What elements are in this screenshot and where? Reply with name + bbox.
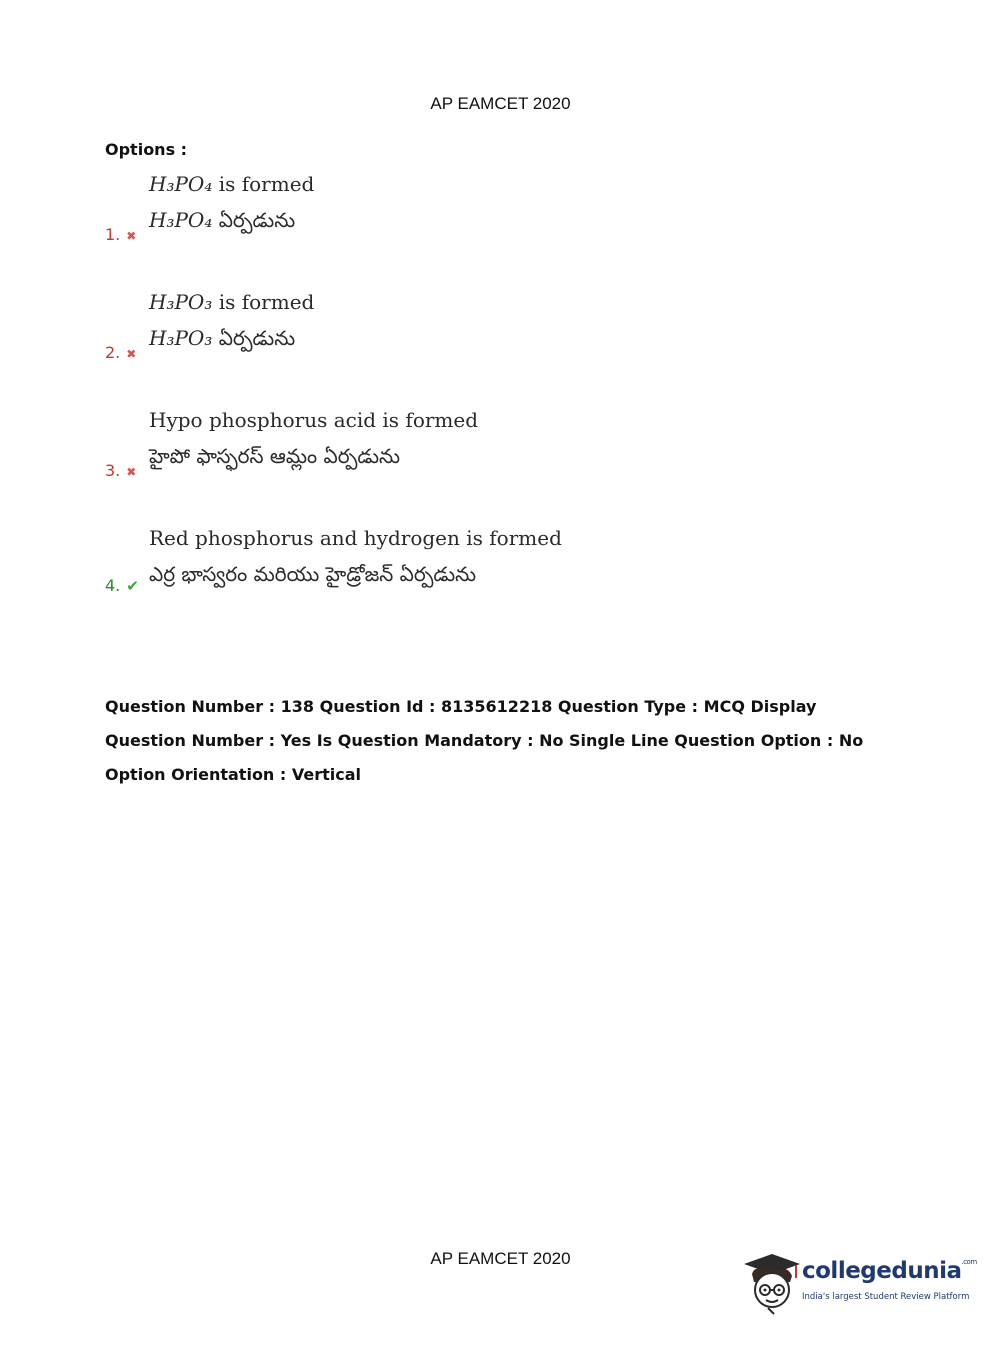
option-1-formula-en: H₃PO₄ bbox=[149, 172, 213, 196]
logo-suffix: .com bbox=[961, 1258, 977, 1266]
option-1-text-en: is formed bbox=[212, 172, 315, 196]
option-1-number-label: 1. bbox=[105, 225, 121, 244]
option-1-formula-te: H₃PO₄ bbox=[149, 208, 213, 232]
option-2 bbox=[105, 290, 805, 390]
page-header: AP EAMCET 2020 bbox=[430, 94, 571, 113]
option-3-number bbox=[105, 461, 136, 480]
option-4-text-te: ఎర్ర భాస్వరం మరియు హైడ్రోజన్ ఏర్పడును bbox=[149, 562, 477, 586]
option-1 bbox=[105, 172, 805, 272]
option-2-formula-te: H₃PO₃ bbox=[149, 326, 213, 350]
option-2-number bbox=[105, 343, 136, 362]
option-4-text-en: Red phosphorus and hydrogen is formed bbox=[149, 526, 562, 550]
logo-wordmark bbox=[802, 1258, 977, 1284]
cross-icon: ✖ bbox=[126, 229, 137, 243]
option-4-number bbox=[105, 576, 139, 595]
options-label: Options : bbox=[105, 140, 188, 159]
logo-name: collegedunia bbox=[802, 1258, 962, 1284]
option-3-number-label: 3. bbox=[105, 461, 121, 480]
option-1-text-te: ఏర్పడును bbox=[212, 208, 296, 232]
option-3-text-te: హైపో ఫాస్ఫరస్ ఆమ్లం ఏర్పడును bbox=[149, 444, 401, 468]
option-3 bbox=[105, 408, 805, 508]
cross-icon: ✖ bbox=[126, 347, 137, 361]
question-metadata: Question Number : 138 Question Id : 8135612218 Question Type : MCQ Display Question Number : Yes Is Question Mandatory : No Single Line Question Option : No Option Orientation : Vertical bbox=[105, 697, 864, 784]
option-1-number bbox=[105, 225, 136, 244]
logo-tagline: India's largest Student Review Platform bbox=[802, 1292, 970, 1302]
option-3-text-en: Hypo phosphorus acid is formed bbox=[149, 408, 479, 432]
option-2-number-label: 2. bbox=[105, 343, 121, 362]
option-4-number-label: 4. bbox=[105, 576, 121, 595]
option-4 bbox=[105, 526, 805, 626]
collegedunia-logo bbox=[742, 1252, 977, 1316]
cross-icon: ✖ bbox=[126, 465, 137, 479]
option-2-text-en: is formed bbox=[212, 290, 315, 314]
option-2-text-te: ఏర్పడును bbox=[212, 326, 296, 350]
check-icon: ✔ bbox=[126, 577, 139, 595]
page-footer: AP EAMCET 2020 bbox=[430, 1249, 571, 1268]
mascot-icon bbox=[742, 1252, 802, 1316]
option-2-formula-en: H₃PO₃ bbox=[149, 290, 213, 314]
